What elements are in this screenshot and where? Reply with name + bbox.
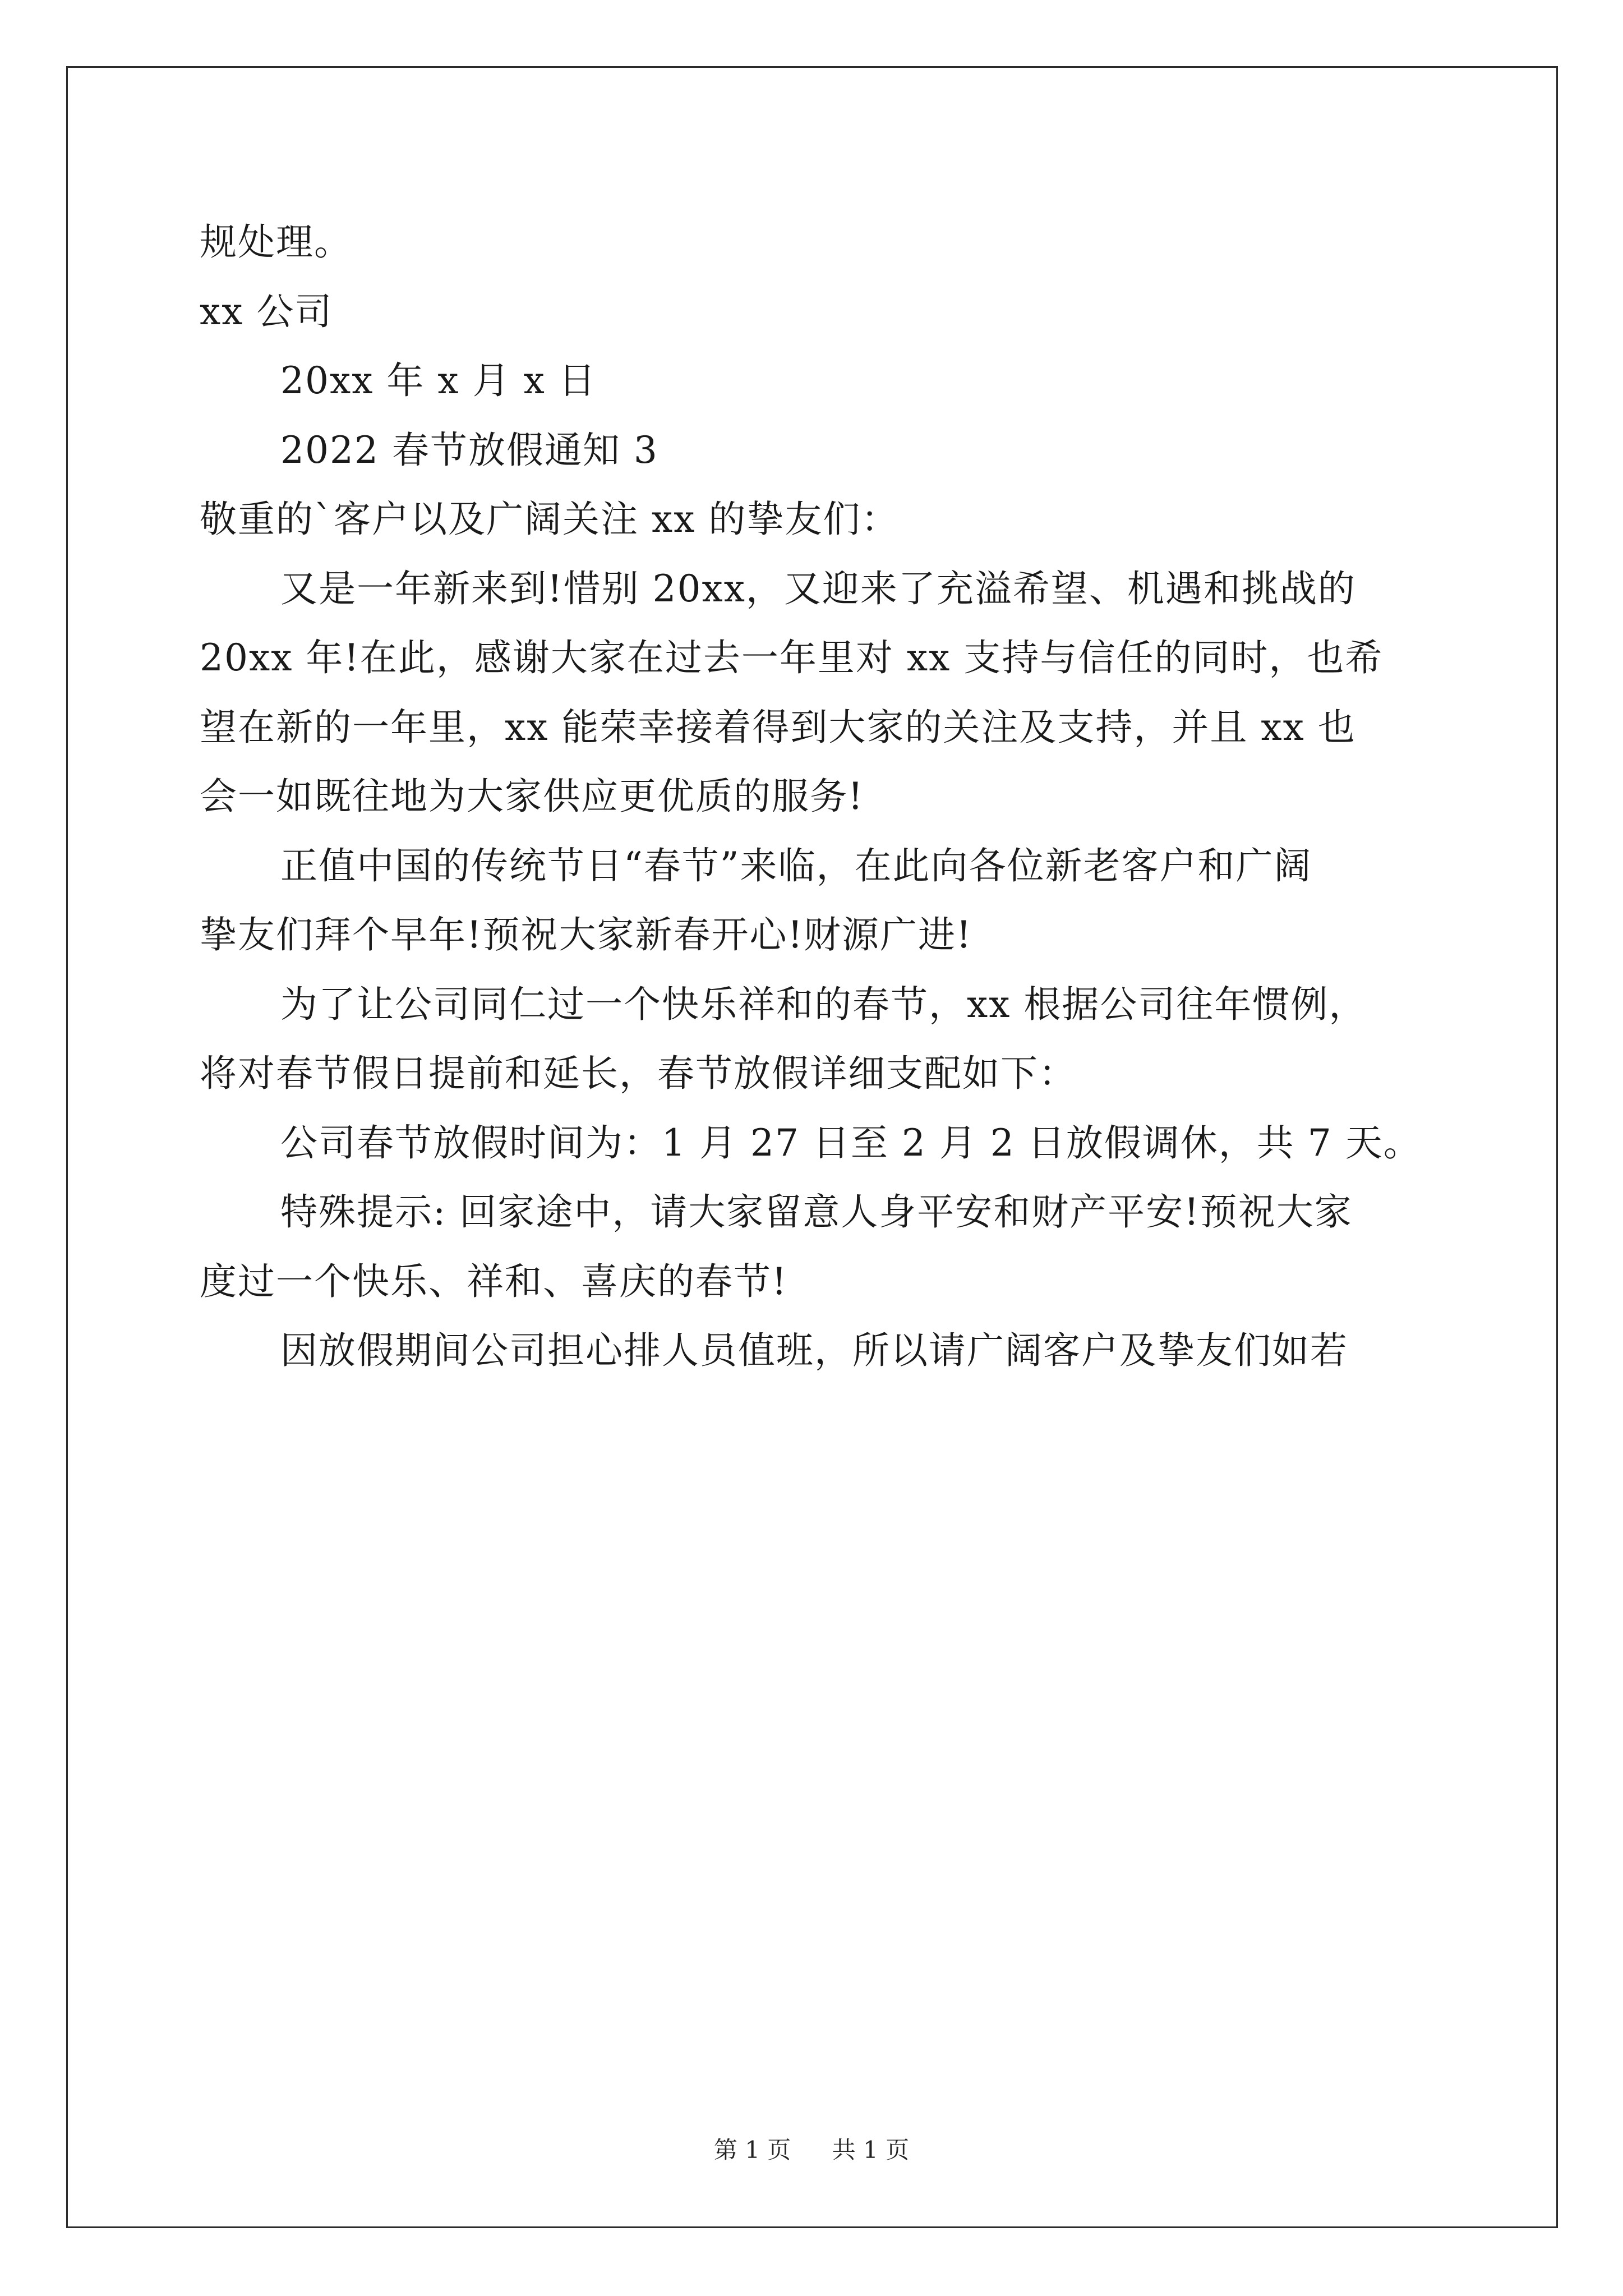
paragraph-line: 正值中国的传统节日“春节”来临，在此向各位新老客户和广阔 (280, 844, 1312, 887)
paragraph-line: 2022 春节放假通知 3 (280, 429, 658, 472)
paragraph-line: 挚友们拜个早年!预祝大家新春开心!财源广进! (200, 913, 972, 956)
paragraph-line: 20xx 年!在此，感谢大家在过去一年里对 xx 支持与信任的同时，也希 (200, 636, 1384, 679)
paragraph-line: 因放假期间公司担心排人员值班，所以请广阔客户及挚友们如若 (280, 1329, 1348, 1372)
paragraph-line: 特殊提示: 回家途中，请大家留意人身平安和财产平安!预祝大家 (280, 1190, 1353, 1234)
paragraph-line: xx 公司 (200, 290, 333, 333)
paragraph-line: 会一如既往地为大家供应更优质的服务! (200, 775, 864, 818)
paragraph-line: 度过一个快乐、祥和、喜庆的春节! (200, 1260, 788, 1303)
paragraph-line: 规处理。 (200, 220, 352, 264)
page-number-total: 共 1 页 (832, 2136, 910, 2164)
page-footer (0, 2136, 1623, 2164)
paragraph-line: 将对春节假日提前和延长，春节放假详细支配如下： (200, 1052, 1077, 1095)
paragraph-line: 又是一年新来到!惜别 20xx，又迎来了充溢希望、机遇和挑战的 (280, 567, 1356, 610)
paragraph-line: 20xx 年 x 月 x 日 (280, 359, 597, 402)
paragraph-line: 为了让公司同仁过一个快乐祥和的春节，xx 根据公司往年惯例， (280, 983, 1367, 1026)
paragraph-line: 敬重的`客户以及广阔关注 xx 的挚友们： (200, 498, 900, 541)
paragraph-line: 公司春节放假时间为：1 月 27 日至 2 月 2 日放假调休，共 7 天。 (280, 1121, 1422, 1165)
page-number-current: 第 1 页 (713, 2136, 791, 2164)
paragraph-line: 望在新的一年里，xx 能荣幸接着得到大家的关注及支持，并且 xx 也 (200, 706, 1356, 749)
